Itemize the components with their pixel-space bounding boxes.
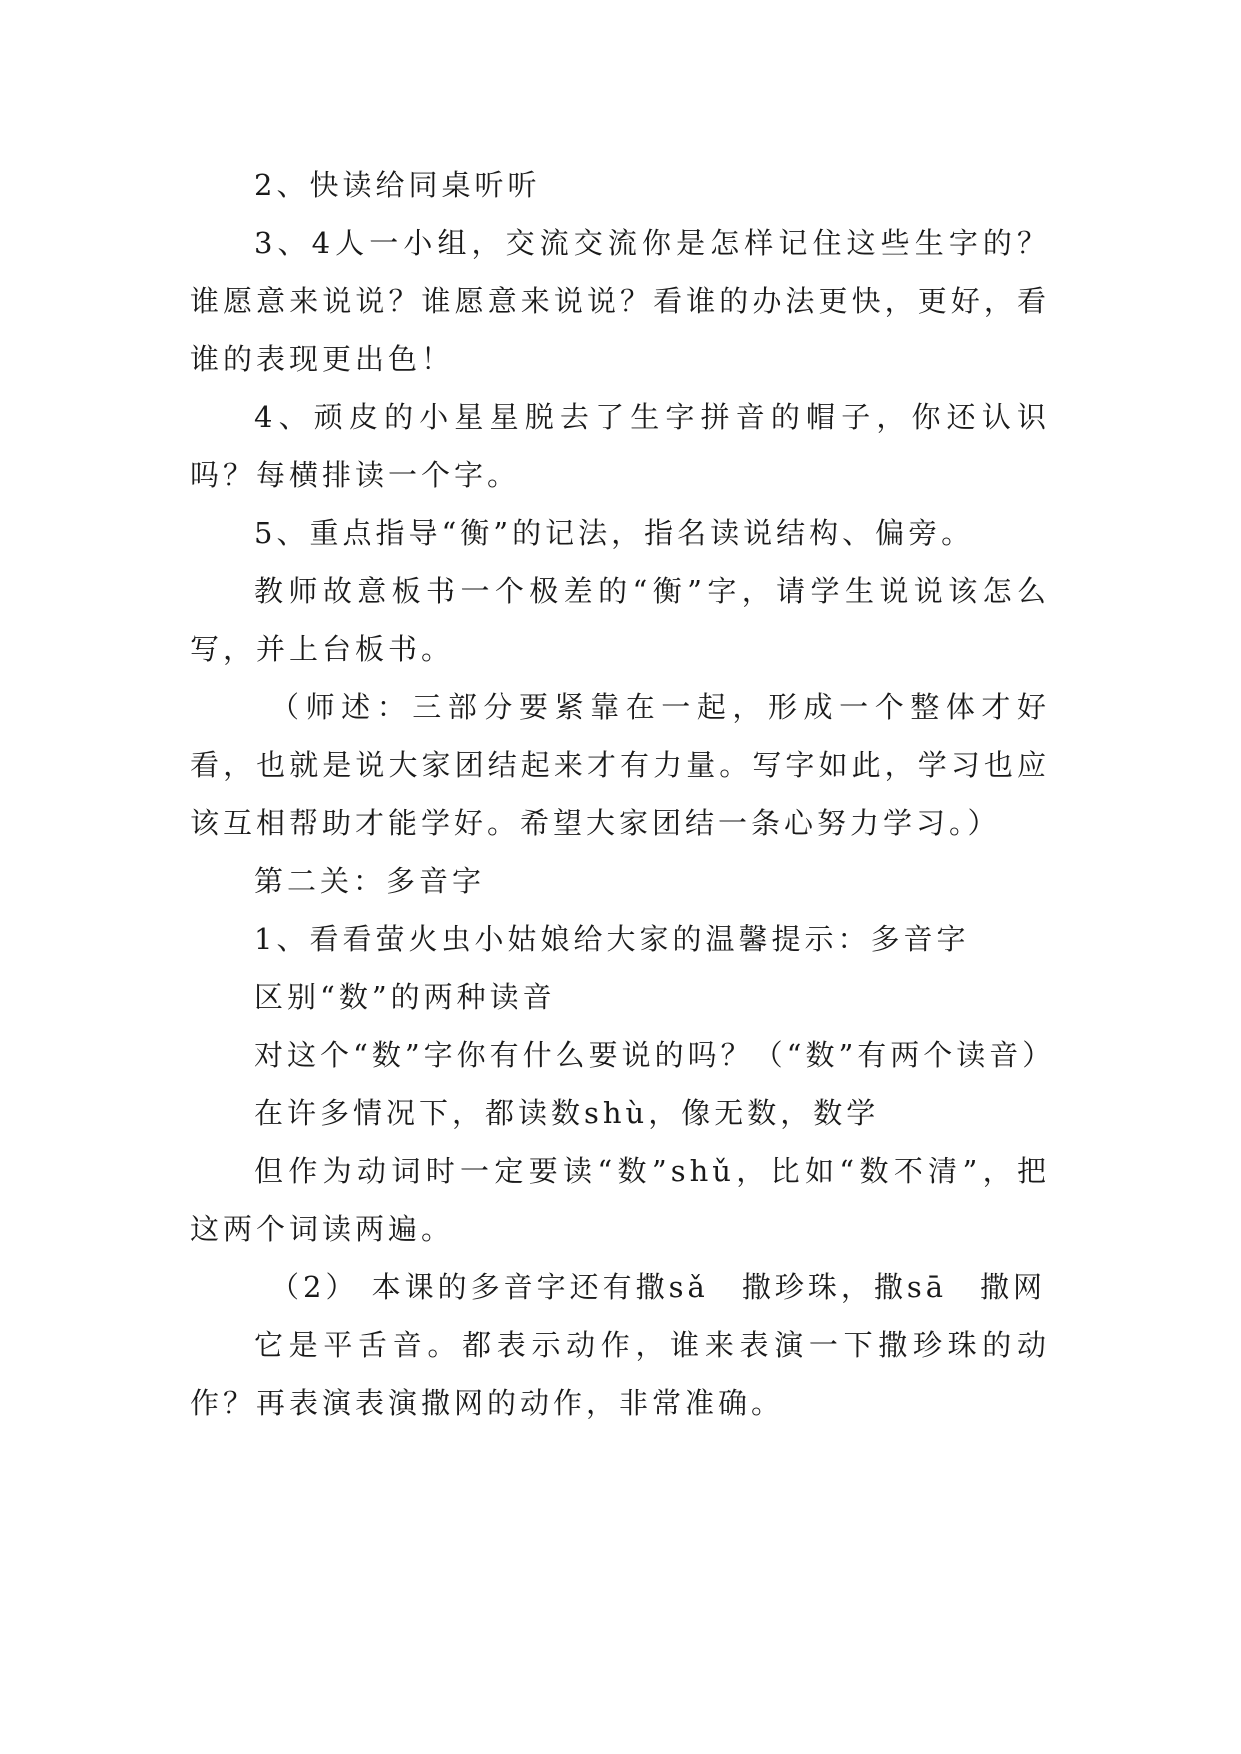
- paragraph-13: （2） 本课的多音字还有撒sǎ 撒珍珠，撒sā 撒网: [270, 1270, 1047, 1304]
- paragraph-8: 1、看看萤火虫小姑娘给大家的温馨提示：多音字: [254, 922, 970, 956]
- paragraph-4: 5、重点指导“衡”的记法，指名读说结构、偏旁。: [254, 516, 975, 550]
- paragraph-2: 3、4人一小组，交流交流你是怎样记住这些生字的？谁愿意来说说？谁愿意来说说？看谁的办法更快，更好，看谁的表现更出色！: [190, 226, 1050, 376]
- paragraph-12: 但作为动词时一定要读“数”shǔ，比如“数不清”，把这两个词读两遍。: [190, 1154, 1050, 1246]
- paragraph-7: 第二关：多音字: [254, 864, 486, 898]
- paragraph-1: 2、快读给同桌听听: [254, 168, 541, 202]
- paragraph-9: 区别“数”的两种读音: [254, 980, 556, 1014]
- paragraph-5: 教师故意板书一个极差的“衡”字，请学生说说该怎么写，并上台板书。: [190, 574, 1050, 666]
- document-body: [190, 156, 1056, 1432]
- paragraph-10: 对这个“数”字你有什么要说的吗？（“数”有两个读音）: [254, 1038, 1056, 1072]
- paragraph-11: 在许多情况下，都读数shù，像无数，数学: [254, 1096, 880, 1130]
- paragraph-6: （师述：三部分要紧靠在一起，形成一个整体才好看，也就是说大家团结起来才有力量。写字如此，学习也应该互相帮助才能学好。希望大家团结一条心努力学习。）: [190, 690, 1050, 840]
- paragraph-3: 4、顽皮的小星星脱去了生字拼音的帽子，你还认识吗？每横排读一个字。: [190, 400, 1050, 492]
- paragraph-14: 它是平舌音。都表示动作，谁来表演一下撒珍珠的动作？再表演表演撒网的动作，非常准确。: [190, 1328, 1050, 1420]
